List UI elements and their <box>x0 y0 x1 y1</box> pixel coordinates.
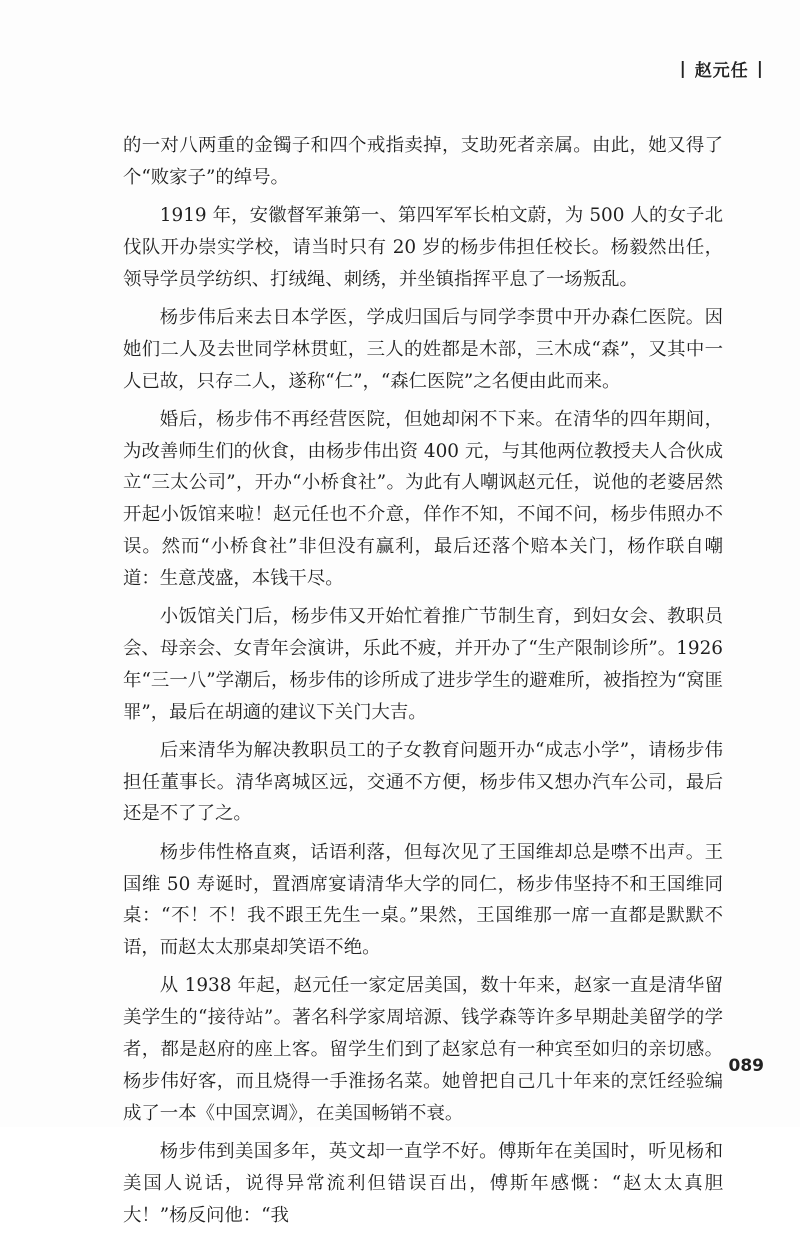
body-text <box>123 130 723 1238</box>
paragraph: 的一对八两重的金镯子和四个戒指卖掉，支助死者亲属。由此，她又得了个“败家子”的绰号。 <box>123 135 723 188</box>
paragraph: 后来清华为解决教职员工的子女教育问题开办“成志小学”，请杨步伟担任董事长。清华离城区远，交通不方便，杨步伟又想办汽车公司，最后还是不了了之。 <box>123 739 723 825</box>
header-bar-right: | <box>756 58 764 79</box>
header-bar-left: | <box>679 58 687 79</box>
paragraph: 从 1938 年起，赵元任一家定居美国，数十年来，赵家一直是清华留美学生的“接待站”。著名科学家周培源、钱学森等许多早期赴美留学的学者，都是赵府的座上客。留学生们到了赵家总有一种宾至如归的亲切感。杨步伟好客，而且烧得一手淮扬名菜。她曾把自己几十年来的烹饪经验编成了一本《中国烹调》，在美国畅销不衰。 <box>123 975 723 1124</box>
paragraph: 杨步伟性格直爽，话语利落，但每次见了王国维却总是噤不出声。王国维 50 寿诞时，置酒席宴请清华大学的同仁，杨步伟坚持不和王国维同桌：“不！不！我不跟王先生一桌。”果然，王国维那一席一直都是默默不语，而赵太太那桌却笑语不绝。 <box>123 841 723 959</box>
paragraph: 小饭馆关门后，杨步伟又开始忙着推广节制生育，到妇女会、教职员会、母亲会、女青年会演讲，乐此不疲，并开办了“生产限制诊所”。1926 年“三一八”学潮后，杨步伟的诊所成了进步学生的避难所，被指控为“窝匪罪”，最后在胡適的建议下关门大吉。 <box>123 606 723 723</box>
paragraph: 杨步伟到美国多年，英文却一直学不好。傅斯年在美国时，听见杨和美国人说话，说得异常流利但错误百出，傅斯年感慨：“赵太太真胆大！”杨反问他：“我 <box>123 1140 723 1226</box>
header-title: 赵元任 <box>694 61 749 81</box>
running-header <box>680 56 764 81</box>
page-number: 089 <box>728 1056 764 1076</box>
paragraph: 婚后，杨步伟不再经营医院，但她却闲不下来。在清华的四年期间，为改善师生们的伙食，由杨步伟出资 400 元，与其他两位教授夫人合伙成立“三太公司”，开办“小桥食社”。为此有人嘲讽赵元任，说他的老婆居然开起小饭馆来啦！赵元任也不介意，佯作不知，不闻不问，杨步伟照办不误。然而“小桥食社”非但没有赢利，最后还落个赔本关门，杨作联自嘲道：生意茂盛，本钱干尽。 <box>123 408 723 589</box>
paragraph: 1919 年，安徽督军兼第一、第四军军长柏文蔚，为 500 人的女子北伐队开办崇实学校，请当时只有 20 岁的杨步伟担任校长。杨毅然出任，领导学员学纺织、打绒绳、刺绣，并坐镇指挥平息了一场叛乱。 <box>123 205 723 290</box>
paragraph: 杨步伟后来去日本学医，学成归国后与同学李贯中开办森仁医院。因她们二人及去世同学林贯虹，三人的姓都是木部，三木成“森”，又其中一人已故，只存二人，遂称“仁”，“森仁医院”之名便由此而来。 <box>123 306 723 392</box>
